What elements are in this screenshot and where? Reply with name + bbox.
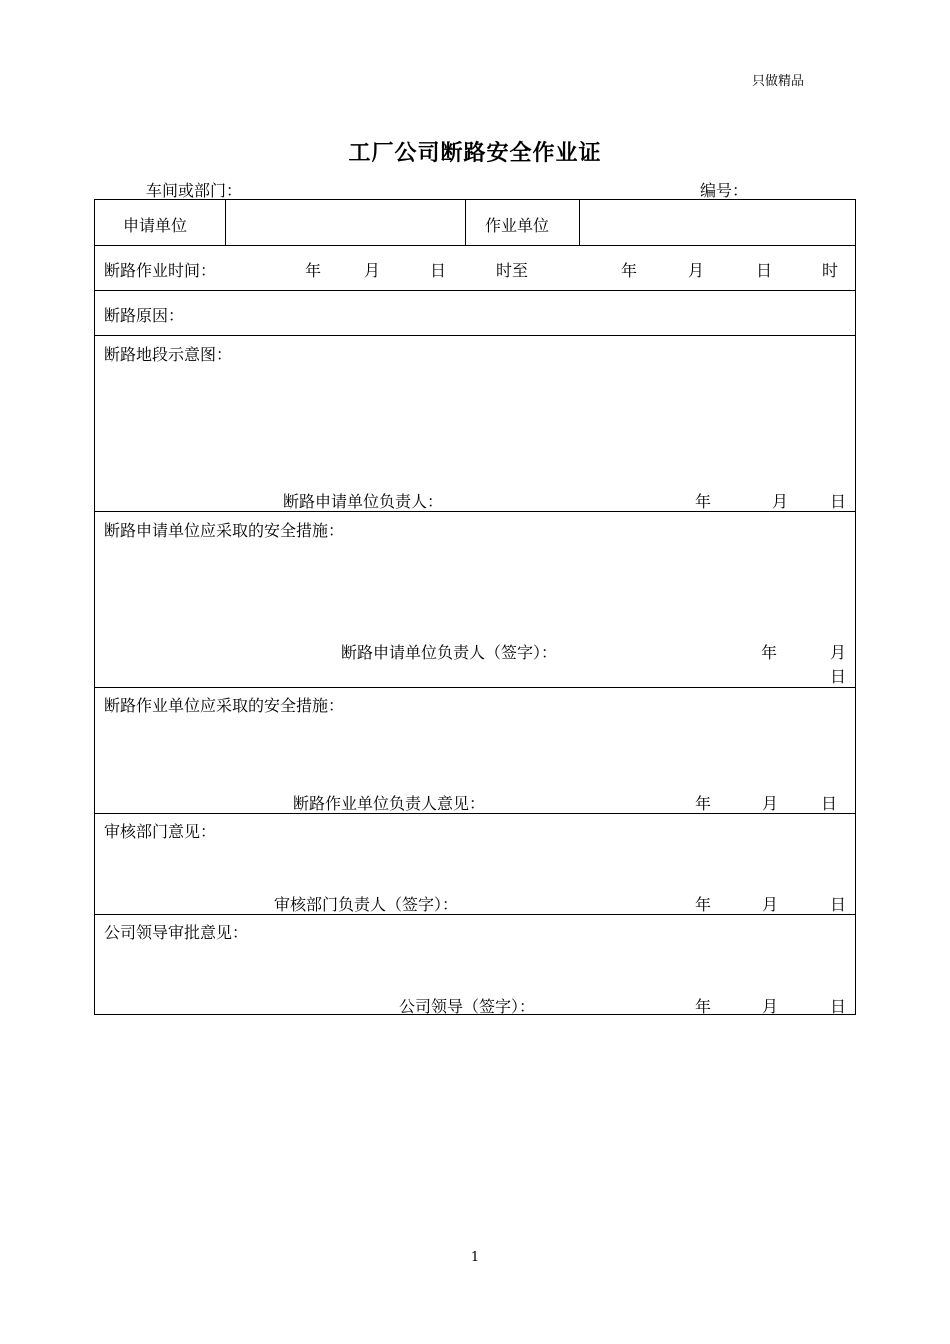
time-label: 断路作业时间： [104, 261, 217, 280]
review-day: 日 [830, 895, 847, 914]
review-sign: 审核部门负责人（签字）： [274, 895, 459, 914]
approval-day: 日 [830, 997, 847, 1016]
row-reason[interactable] [95, 291, 855, 336]
time-year: 年 [305, 261, 322, 280]
permit-form [94, 199, 856, 1015]
apply-measures-year: 年 [761, 643, 778, 662]
approval-sign: 公司领导（签字）： [399, 997, 536, 1016]
apply-unit-label: 申请单位 [123, 216, 188, 235]
apply-measures-day: 日 [830, 667, 847, 686]
diagram-label: 断路地段示意图： [104, 345, 233, 364]
header-mark: 只做精品 [752, 74, 805, 89]
page-title: 工厂公司断路安全作业证 [348, 140, 602, 166]
work-measures-sign: 断路作业单位负责人意见： [293, 794, 486, 813]
approval-month: 月 [762, 997, 779, 1016]
apply-measures-month: 月 [830, 643, 847, 662]
diagram-month: 月 [772, 492, 789, 511]
work-unit-label: 作业单位 [485, 216, 550, 235]
row-time[interactable] [95, 246, 855, 291]
review-year: 年 [695, 895, 712, 914]
apply-measures-sign: 断路申请单位负责人（签字）： [341, 643, 558, 662]
review-month: 月 [762, 895, 779, 914]
row-diagram[interactable] [95, 336, 855, 512]
apply-unit-field[interactable] [225, 200, 466, 245]
diagram-sign: 断路申请单位负责人： [283, 492, 444, 511]
apply-measures-label: 断路申请单位应采取的安全措施： [104, 521, 345, 540]
diagram-day: 日 [830, 492, 847, 511]
time-day2: 日 [756, 261, 773, 280]
work-unit-field[interactable] [579, 200, 855, 245]
row-work-measures[interactable] [95, 688, 855, 814]
approval-year: 年 [695, 997, 712, 1016]
work-unit-label-cell [465, 200, 580, 245]
number-label: 编号： [700, 181, 749, 200]
row-units [95, 200, 855, 246]
work-measures-month: 月 [762, 794, 779, 813]
row-review[interactable] [95, 814, 855, 915]
time-month: 月 [364, 261, 381, 280]
time-hour-to: 时至 [496, 261, 529, 280]
row-apply-measures[interactable] [95, 512, 855, 688]
review-label: 审核部门意见： [104, 822, 217, 841]
approval-label: 公司领导审批意见： [104, 923, 249, 942]
time-day: 日 [430, 261, 447, 280]
department-label: 车间或部门： [146, 181, 243, 200]
diagram-year: 年 [695, 492, 712, 511]
reason-label: 断路原因： [104, 306, 185, 325]
page-number: 1 [470, 1250, 480, 1265]
row-approval[interactable] [95, 915, 855, 1014]
time-month2: 月 [688, 261, 705, 280]
work-measures-label: 断路作业单位应采取的安全措施： [104, 696, 345, 715]
time-year2: 年 [621, 261, 638, 280]
time-hour2: 时 [822, 261, 839, 280]
work-measures-day: 日 [821, 794, 838, 813]
work-measures-year: 年 [695, 794, 712, 813]
